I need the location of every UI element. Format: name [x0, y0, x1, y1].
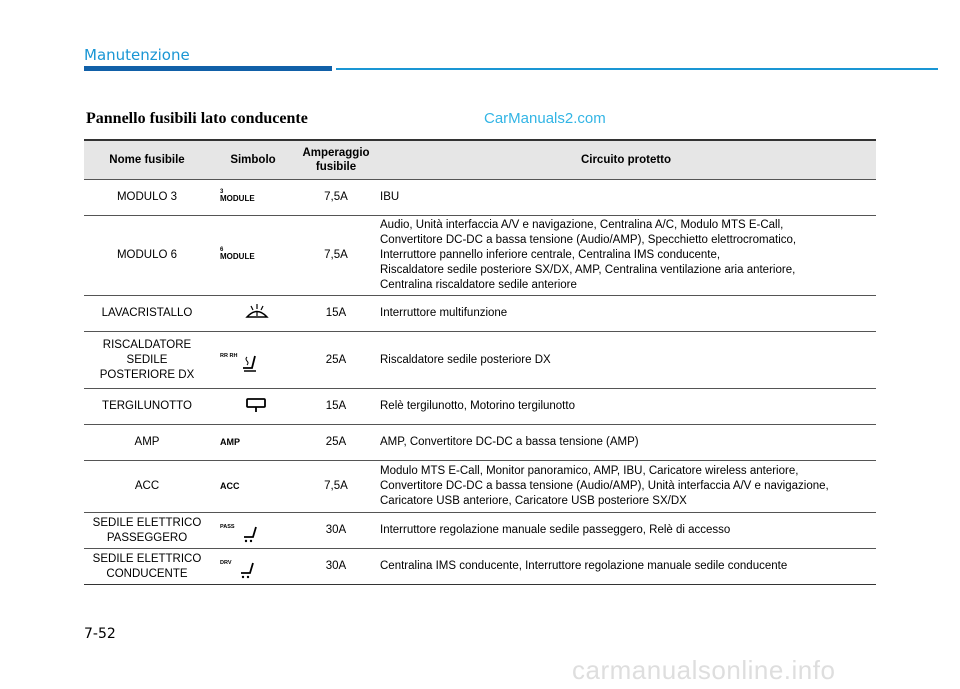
acc-symbol: ACC [220, 481, 240, 491]
fuse-circuit: Centralina IMS conducente, Interruttore regolazione manuale sedile conducente [376, 549, 876, 585]
fuse-amperage: 25A [296, 425, 376, 461]
fuse-symbol [210, 549, 296, 585]
fuse-amperage: 30A [296, 513, 376, 549]
header-rule-dark [84, 66, 332, 71]
fuse-name: MODULO 3 [84, 180, 210, 216]
table-row [84, 389, 876, 425]
fuse-symbol [210, 389, 296, 425]
watermark-top: CarManuals2.com [484, 110, 606, 127]
seat-tag: DRV [220, 559, 232, 566]
fuse-symbol [210, 180, 296, 216]
fuse-name: LAVACRISTALLO [84, 296, 210, 332]
fuse-amperage: 7,5A [296, 180, 376, 216]
watermark-bottom: carmanualsonline.info [572, 655, 836, 685]
fuse-circuit: Relè tergilunotto, Motorino tergilunotto [376, 389, 876, 425]
col-header-symbol: Simbolo [210, 140, 296, 180]
fuse-symbol [210, 296, 296, 332]
rear-wiper-icon [220, 394, 296, 414]
fuse-symbol [210, 332, 296, 389]
fuse-amperage: 30A [296, 549, 376, 585]
fuse-amperage: 15A [296, 296, 376, 332]
table-row [84, 461, 876, 513]
fuse-circuit: AMP, Convertitore DC-DC a bassa tensione (AMP) [376, 425, 876, 461]
fuse-name: ACC [84, 461, 210, 513]
power-seat-icon [234, 560, 260, 580]
table-row [84, 513, 876, 549]
amp-symbol: AMP [220, 437, 240, 447]
fuse-circuit: Modulo MTS E-Call, Monitor panoramico, AMP, IBU, Caricatore wireless anteriore, Convertitore DC-DC a bassa tensione (Audio/AMP), Unità interfaccia A/V e navigazione, Caricatore USB anteriore, Caricatore USB posteriore SX/DX [376, 461, 876, 513]
col-header-amperage-label: Amperaggio fusibile [302, 147, 370, 173]
seat-tag: RR RH [220, 353, 238, 359]
header-rule-light [336, 68, 938, 70]
fuse-name: TERGILUNOTTO [84, 389, 210, 425]
fuse-name: SEDILE ELETTRICO PASSEGGERO [84, 513, 210, 549]
fuse-circuit: Audio, Unità interfaccia A/V e navigazione, Centralina A/C, Modulo MTS E-Call, Convertitore DC-DC a bassa tensione (Audio/AMP), Specchietto elettrocromatico, Interruttore pannello inferiore centrale, Centralina IMS conducente, Riscaldatore sedile posteriore SX/DX, AMP, Centralina ventilazione aria anteriore, Centralina riscaldatore sedile anteriore [376, 216, 876, 296]
table-row [84, 180, 876, 216]
fuse-name: RISCALDATORE SEDILE POSTERIORE DX [84, 332, 210, 389]
table-row [84, 332, 876, 389]
page-heading: Pannello fusibili lato conducente [86, 110, 308, 127]
fuse-amperage: 15A [296, 389, 376, 425]
fuse-amperage: 25A [296, 332, 376, 389]
col-header-circuit: Circuito protetto [376, 140, 876, 180]
module-symbol: 3 MODULE [220, 189, 255, 203]
table-row [84, 425, 876, 461]
table-row [84, 296, 876, 332]
table-row [84, 549, 876, 585]
fuse-name: SEDILE ELETTRICO CONDUCENTE [84, 549, 210, 585]
fuse-symbol [210, 216, 296, 296]
page-number: 7-52 [84, 626, 116, 642]
fuse-amperage: 7,5A [296, 216, 376, 296]
col-header-name: Nome fusibile [84, 140, 210, 180]
col-header-amperage [296, 140, 376, 180]
washer-icon [220, 301, 296, 321]
fuse-symbol [210, 425, 296, 461]
section-title: Manutenzione [84, 46, 190, 64]
seat-tag: PASS [220, 523, 235, 530]
fuse-circuit: Interruttore regolazione manuale sedile passeggero, Relè di accesso [376, 513, 876, 549]
fuse-circuit: Riscaldatore sedile posteriore DX [376, 332, 876, 389]
power-seat-icon [237, 524, 263, 544]
fuse-circuit: IBU [376, 180, 876, 216]
seat-heater-icon [239, 353, 265, 373]
fuse-amperage: 7,5A [296, 461, 376, 513]
fuse-circuit: Interruttore multifunzione [376, 296, 876, 332]
fuse-symbol [210, 461, 296, 513]
fuse-table [84, 139, 876, 585]
table-row [84, 216, 876, 296]
module-symbol: 6 MODULE [220, 247, 255, 261]
fuse-name: AMP [84, 425, 210, 461]
fuse-symbol [210, 513, 296, 549]
table-header-row [84, 140, 876, 180]
fuse-name: MODULO 6 [84, 216, 210, 296]
